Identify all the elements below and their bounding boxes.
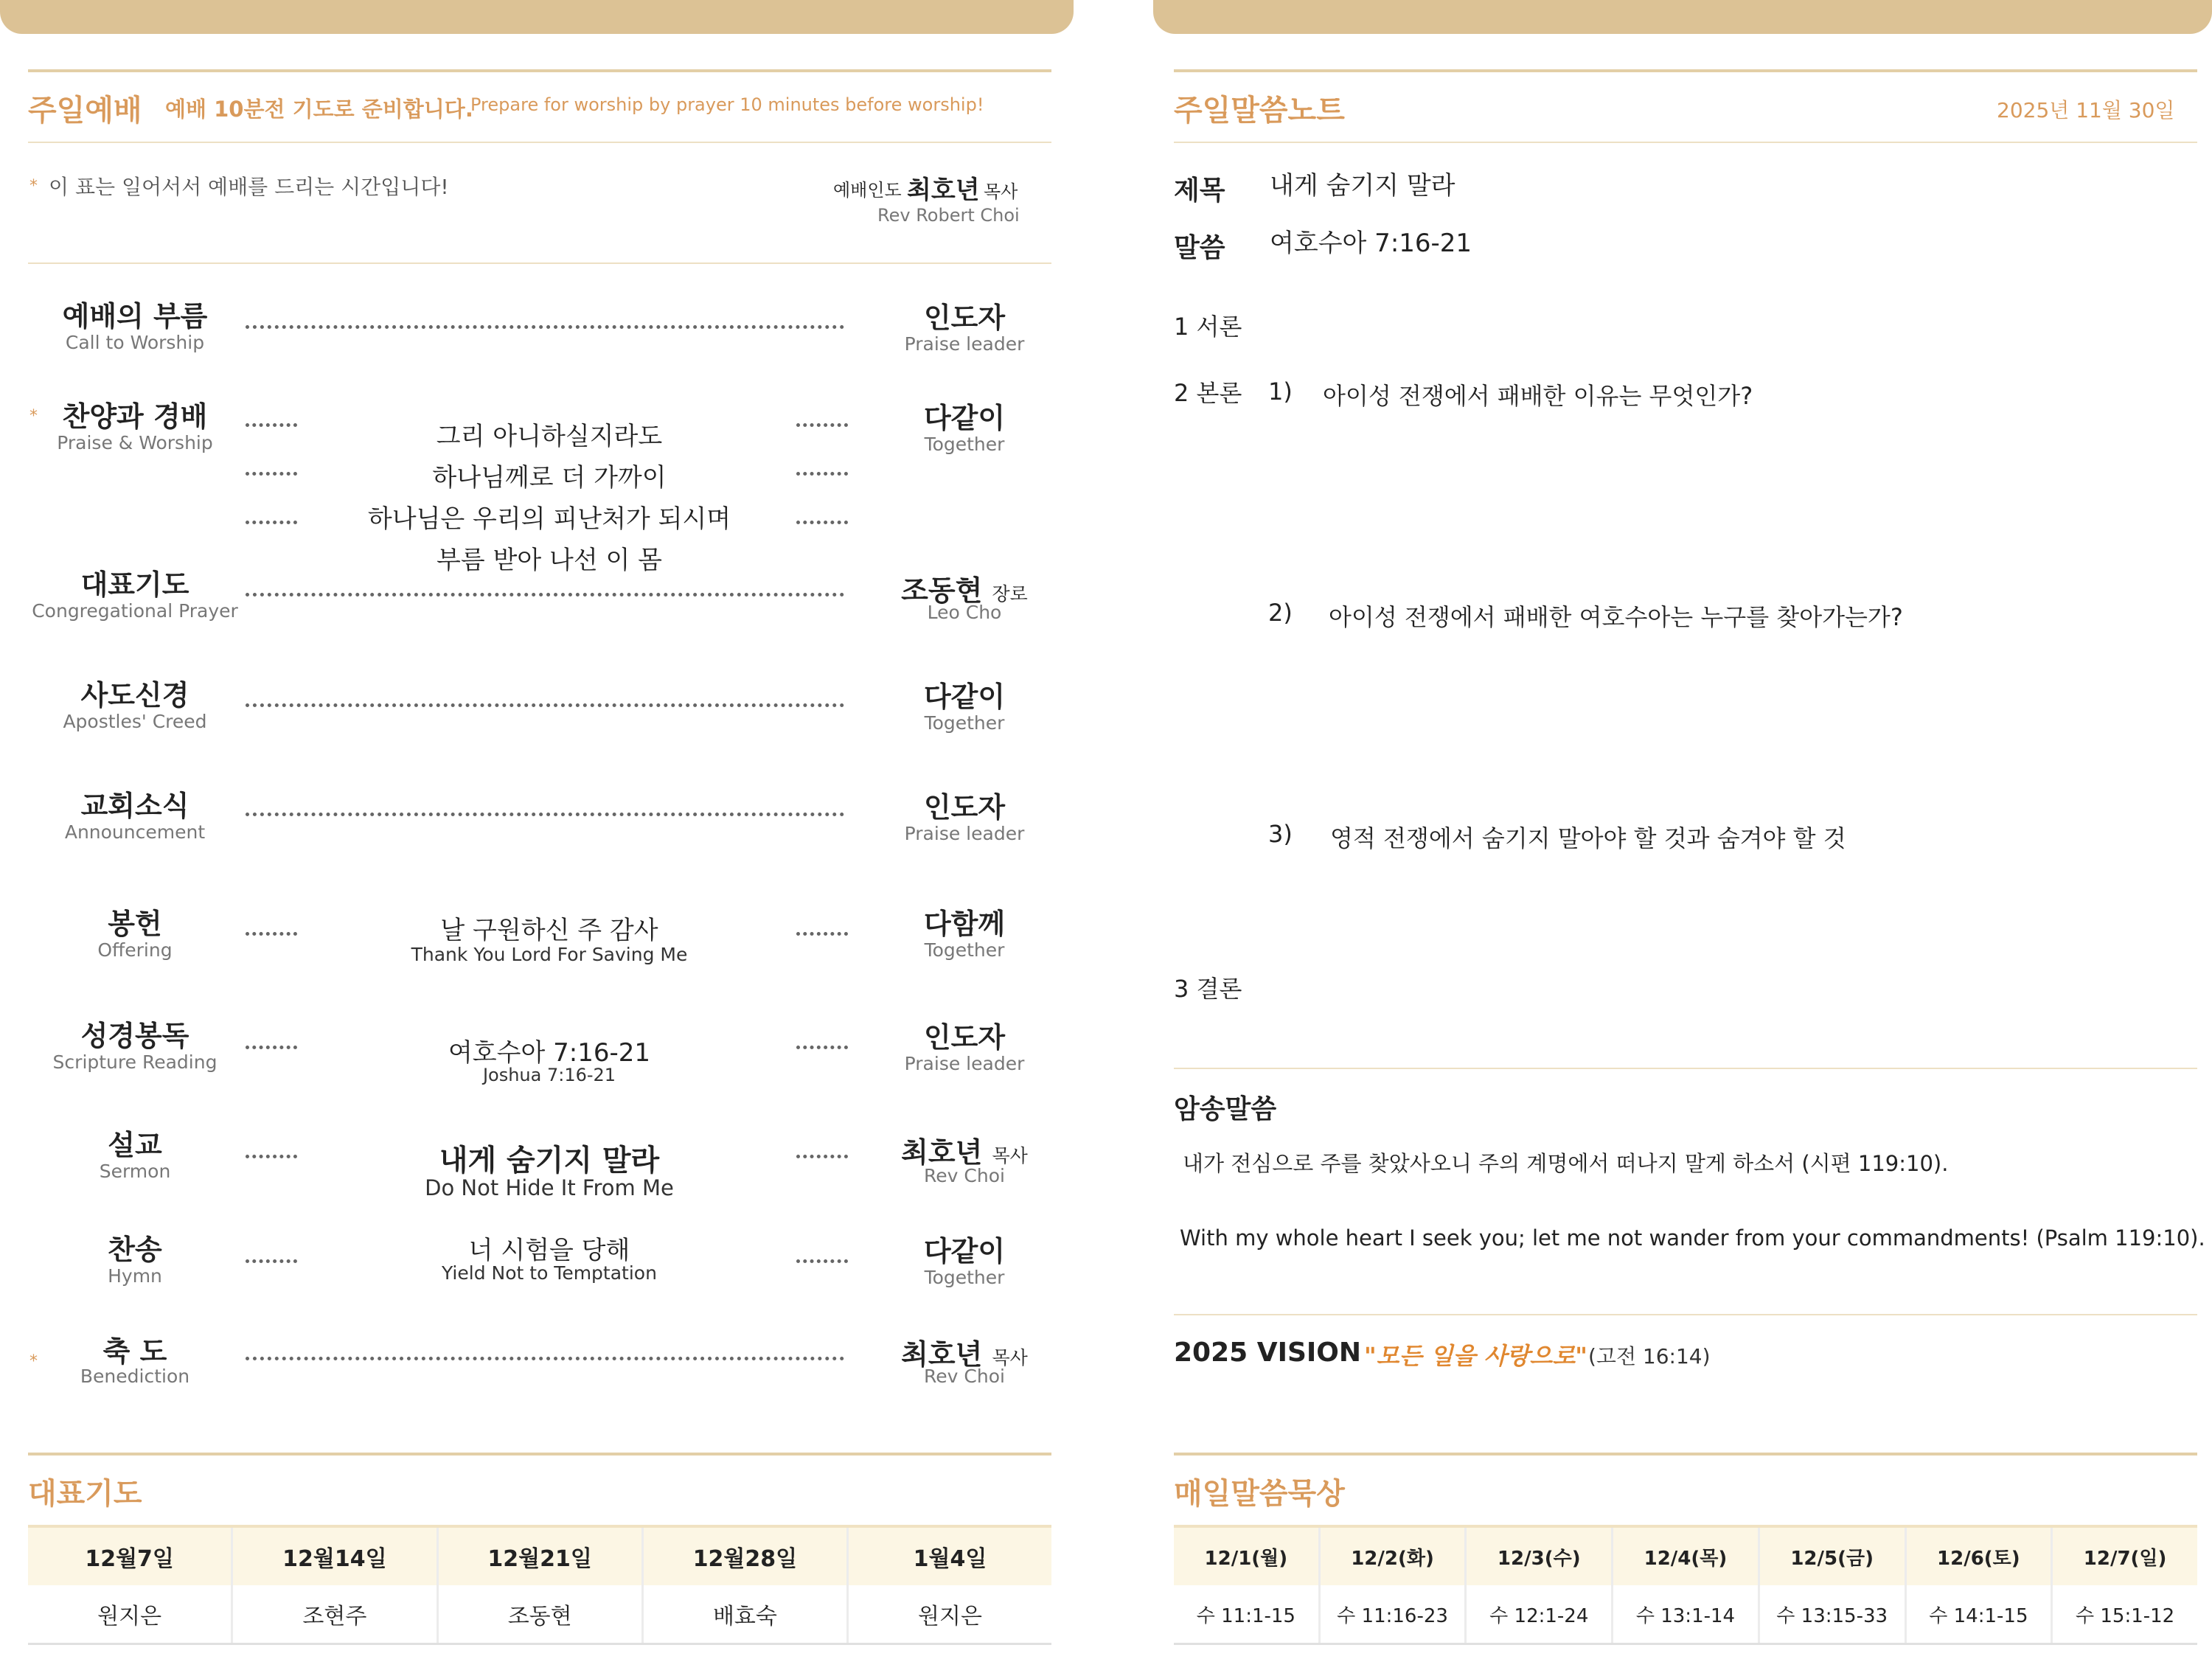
notes-date: 2025년 11월 30일 xyxy=(1997,98,2175,122)
song-title: 그리 아니하실지라도 xyxy=(436,422,663,451)
item-title-ko: 봉헌 xyxy=(108,908,162,940)
standing-mark: * xyxy=(29,177,38,195)
prayer-date: 12월7일 xyxy=(28,1526,232,1585)
item-title-en: Offering xyxy=(97,939,173,961)
item-leader-ko: 다같이 xyxy=(923,1235,1006,1267)
item-title-en: Praise & Worship xyxy=(57,432,213,453)
leader-title: 목사 xyxy=(992,1347,1028,1368)
right-page-tab xyxy=(1153,0,2212,34)
item-leader-en: Rev Choi xyxy=(924,1165,1005,1186)
leader-dots xyxy=(246,813,844,816)
daily-reading: 수 12:1-24 xyxy=(1466,1585,1613,1644)
leader-name: 조동현 xyxy=(901,574,983,607)
scripture-ko: 여호수아 7:16-21 xyxy=(448,1038,651,1068)
item-leader-ko: 다같이 xyxy=(923,681,1006,713)
subject-text: 내게 숨기지 말라 xyxy=(1270,171,1455,201)
prayer-schedule-table xyxy=(28,1525,1051,1645)
standing-note: 이 표는 일어서서 예배를 드리는 시간입니다! xyxy=(49,175,449,199)
prayer-rule xyxy=(28,1453,1051,1455)
daily-days-row xyxy=(1174,1526,2197,1585)
song-title: 부름 받아 나선 이 몸 xyxy=(437,546,662,575)
offering-song-en: Thank You Lord For Saving Me xyxy=(411,944,688,965)
point-text: 아이성 전쟁에서 패배한 이유는 무엇인가? xyxy=(1323,382,1753,410)
point-number: 3) xyxy=(1268,820,1293,848)
prayer-name: 배효숙 xyxy=(642,1585,847,1644)
offering-song-ko: 날 구원하신 주 감사 xyxy=(440,916,658,945)
prayer-dates-row xyxy=(28,1526,1051,1585)
item-title-en: Hymn xyxy=(108,1265,162,1287)
daily-day: 12/7(일) xyxy=(2052,1526,2197,1585)
memory-verse-ko: 내가 전심으로 주를 찾았사오니 주의 계명에서 떠나지 말게 하소서 (시편 119:10). xyxy=(1183,1151,1949,1176)
scripture-label: 말씀 xyxy=(1174,233,1225,263)
item-title-ko: 찬송 xyxy=(108,1234,162,1266)
prayer-name: 원지은 xyxy=(28,1585,232,1644)
notes-rule-bottom xyxy=(1174,142,2197,143)
memory-rule xyxy=(1174,1068,2197,1069)
prayer-names-row xyxy=(28,1585,1051,1644)
daily-title: 매일말씀묵상 xyxy=(1174,1477,1345,1511)
hymn-title-ko: 너 시험을 당해 xyxy=(468,1236,630,1265)
point-text: 영적 전쟁에서 숨기지 말아야 할 것과 숨겨야 할 것 xyxy=(1330,824,1846,852)
scripture-en: Joshua 7:16-21 xyxy=(482,1065,616,1085)
point-text: 아이성 전쟁에서 패배한 여호수아는 누구를 찾아가는가? xyxy=(1329,603,1903,631)
prayer-name: 원지은 xyxy=(848,1585,1051,1644)
worship-subtitle-ko: 예배 10분전 기도로 준비합니다. xyxy=(165,97,473,122)
daily-day: 12/5(금) xyxy=(1759,1526,1905,1585)
item-leader-ko: 다함께 xyxy=(923,908,1006,940)
leader-name: 최호년 xyxy=(901,1338,983,1371)
item-leader-ko: 다같이 xyxy=(923,402,1006,434)
daily-day: 12/2(화) xyxy=(1319,1526,1466,1585)
prayer-name: 조현주 xyxy=(232,1585,437,1644)
order-rule xyxy=(28,262,1051,264)
conclusion-heading: 3 결론 xyxy=(1174,975,1242,1003)
item-title-ko: 축 도 xyxy=(102,1335,167,1368)
daily-reading: 수 13:1-14 xyxy=(1613,1585,1759,1644)
leader-title: 장로 xyxy=(992,583,1028,605)
song-title: 하나님께로 더 가까이 xyxy=(432,463,667,493)
daily-reading: 수 13:15-33 xyxy=(1759,1585,1905,1644)
item-leader-ko: 인도자 xyxy=(923,791,1006,824)
item-leader-en: Praise leader xyxy=(904,823,1025,844)
vision-quote: "모든 일을 사랑으로" xyxy=(1364,1342,1587,1370)
header-rule-bottom xyxy=(28,142,1051,143)
prayer-date: 1월4일 xyxy=(848,1526,1051,1585)
item-title-en: Sermon xyxy=(99,1161,171,1182)
daily-reading: 수 15:1-12 xyxy=(2052,1585,2197,1644)
standing-mark: * xyxy=(29,407,38,425)
daily-readings-row xyxy=(1174,1585,2197,1644)
daily-day: 12/3(수) xyxy=(1466,1526,1613,1585)
daily-day: 12/1(월) xyxy=(1174,1526,1319,1585)
vision-label: 2025 VISION xyxy=(1174,1338,1362,1368)
daily-reading-table xyxy=(1174,1525,2197,1645)
song-title: 하나님은 우리의 피난처가 되시며 xyxy=(367,504,731,534)
leader-dots xyxy=(246,325,844,329)
hymn-title-en: Yield Not to Temptation xyxy=(442,1262,657,1284)
item-leader-en: Together xyxy=(924,939,1005,961)
item-title-ko: 예배의 부름 xyxy=(62,300,208,333)
item-leader-ko: 인도자 xyxy=(923,1021,1006,1054)
scripture-text: 여호수아 7:16-21 xyxy=(1270,229,1472,258)
subject-label: 제목 xyxy=(1174,175,1225,206)
item-title-en: Scripture Reading xyxy=(52,1051,218,1073)
daily-reading: 수 11:16-23 xyxy=(1319,1585,1466,1644)
prayer-date: 12월21일 xyxy=(437,1526,642,1585)
leader-dots xyxy=(246,593,844,597)
item-title-en: Congregational Prayer xyxy=(32,600,238,622)
point-number: 2) xyxy=(1268,599,1293,627)
item-leader-en: Rev Choi xyxy=(924,1366,1005,1387)
memory-title: 암송말씀 xyxy=(1174,1094,1277,1124)
daily-reading: 수 11:1-15 xyxy=(1174,1585,1319,1644)
header-rule-top xyxy=(28,69,1051,72)
vision-rule xyxy=(1174,1314,2197,1315)
item-title-ko: 설교 xyxy=(108,1129,162,1161)
item-leader-en: Together xyxy=(924,712,1005,734)
item-title-ko: 교회소식 xyxy=(80,790,189,822)
leader-name: 최호년 xyxy=(907,175,980,205)
item-title-ko: 대표기도 xyxy=(80,568,189,601)
item-title-ko: 찬양과 경배 xyxy=(62,400,208,433)
item-title-en: Announcement xyxy=(64,821,206,843)
leader-name: 최호년 xyxy=(901,1136,983,1169)
leader-dots xyxy=(246,703,844,707)
daily-reading: 수 14:1-15 xyxy=(1905,1585,2052,1644)
item-leader-ko: 인도자 xyxy=(923,302,1006,334)
item-title-ko: 사도신경 xyxy=(80,679,189,712)
vision-reference: (고전 16:14) xyxy=(1588,1344,1711,1368)
notes-title: 주일말씀노트 xyxy=(1174,94,1345,128)
standing-mark: * xyxy=(29,1352,38,1371)
item-leader-en: Praise leader xyxy=(904,1053,1025,1074)
leader-label: 예배인도 xyxy=(833,180,902,201)
point-number: 1) xyxy=(1268,378,1293,406)
item-leader-en: Praise leader xyxy=(904,333,1025,355)
daily-rule xyxy=(1174,1453,2197,1455)
notes-rule-top xyxy=(1174,69,2197,72)
leader-dots xyxy=(246,1357,844,1360)
item-title-en: Apostles' Creed xyxy=(63,711,207,732)
memory-verse-en: With my whole heart I seek you; let me not wander from your commandments! (Psalm 119:10). xyxy=(1180,1225,2205,1251)
item-title-en: Benediction xyxy=(80,1366,190,1387)
intro-heading: 1 서론 xyxy=(1174,313,1242,341)
item-title-ko: 성경봉독 xyxy=(80,1020,189,1052)
prayer-name: 조동현 xyxy=(437,1585,642,1644)
worship-title: 주일예배 xyxy=(28,94,142,128)
item-leader-en: Leo Cho xyxy=(927,602,1002,623)
leader-title: 목사 xyxy=(992,1145,1028,1166)
leader-en: Rev Robert Choi xyxy=(877,205,1020,226)
prayer-title: 대표기도 xyxy=(28,1477,142,1511)
sermon-title-en: Do Not Hide It From Me xyxy=(425,1175,674,1200)
item-leader-en: Together xyxy=(924,1267,1005,1288)
item-title-en: Call to Worship xyxy=(65,332,205,353)
item-leader-en: Together xyxy=(924,434,1005,455)
body-heading: 2 본론 xyxy=(1174,379,1242,407)
item-leader-ko xyxy=(876,1130,1053,1170)
prayer-date: 12월28일 xyxy=(642,1526,847,1585)
left-page-tab xyxy=(0,0,1074,34)
daily-day: 12/6(토) xyxy=(1905,1526,2052,1585)
daily-day: 12/4(목) xyxy=(1613,1526,1759,1585)
worship-subtitle-en: Prepare for worship by prayer 10 minutes before worship! xyxy=(470,94,984,115)
prayer-date: 12월14일 xyxy=(232,1526,437,1585)
leader-title: 목사 xyxy=(984,181,1018,202)
sermon-title-ko: 내게 숨기지 말라 xyxy=(439,1144,660,1178)
